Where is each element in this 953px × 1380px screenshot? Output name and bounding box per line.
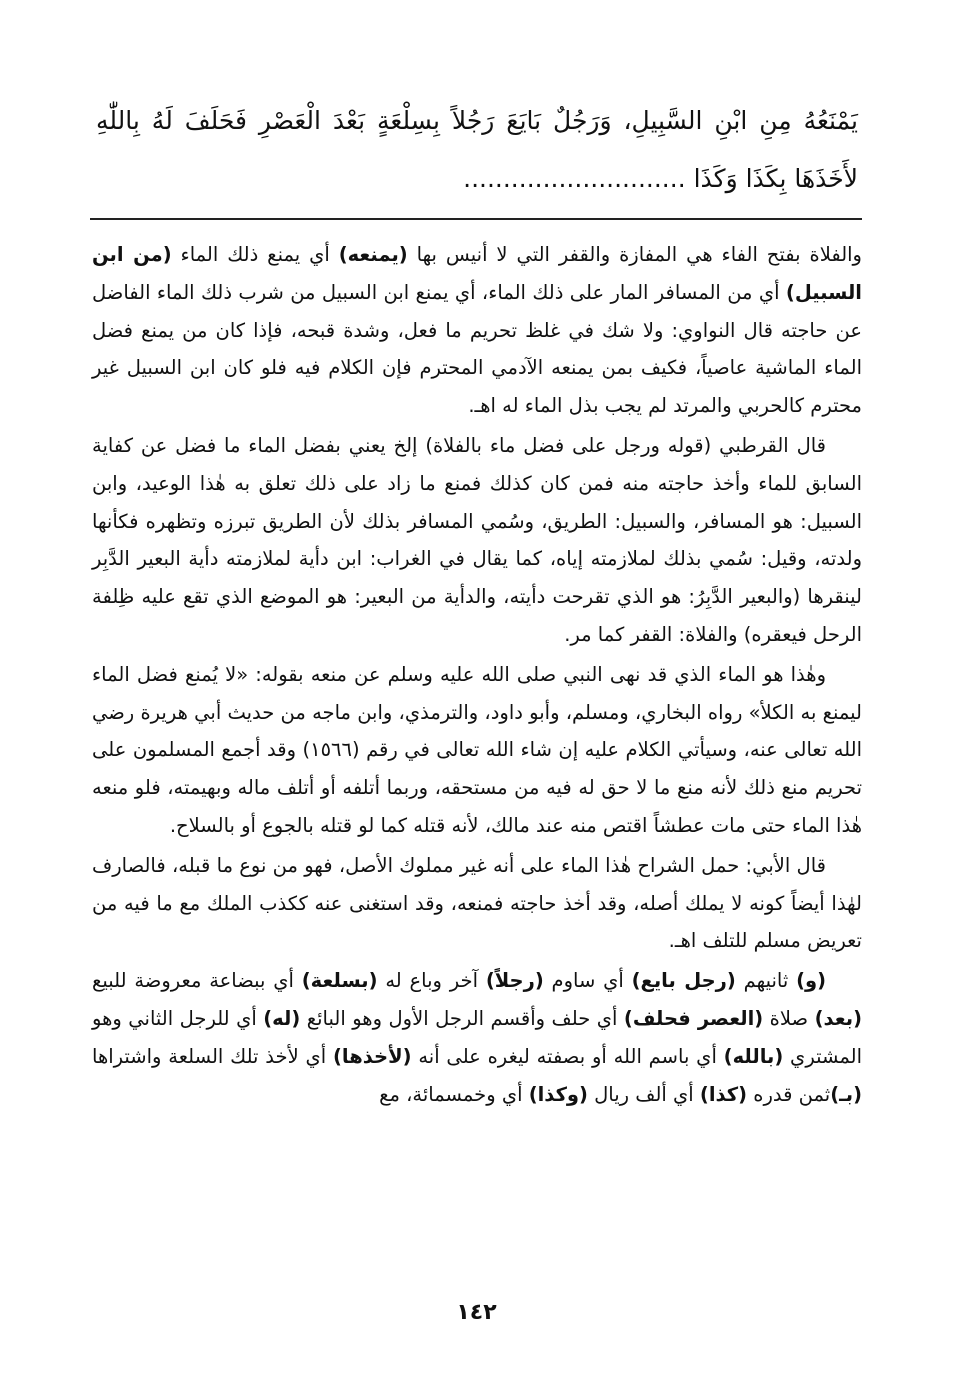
bold-term: (بعد)	[814, 1006, 862, 1030]
commentary-paragraph-3: وهٰذا هو الماء الذي قد نهى النبي صلى الله عليه وسلم عن منعه بقوله: «لا يُمنع فضل الماء ليمنع به الكلأ» رواه البخاري، ومسلم، وأبو داود، والترمذي، وابن ماجه من حديث أبي هريرة رضي الله تعالى عنه، وسيأتي الكلام عليه إن شاء الله تعالى في رقم (١٥٦٦) وقد أجمع المسلمون على تحريم منع ذلك لأنه منع ما لا حق له فيه من مستحقه، وربما أتلفه أو أتلف ماله وبهيمته، فلو منعه هٰذا الماء حتى مات عطشاً اقتص منه عند مالك، لأنه قتله كما لو قتله بالجوع أو بالسلاح.	[92, 662, 863, 837]
commentary-paragraph-4: قال الأبي: حمل الشراح هٰذا الماء على أنه غير مملوك الأصل، فهو من نوع ما قبله، فالصارف لهٰذا أيضاً كونه لا يملك أصله، وقد أخذ حاجته فمنعه، وقد استغنى عنه ككذب الملك مع ما فيه من تعريض مسلم للتلف اهـ.	[92, 853, 862, 953]
bold-term: (رجلاً)	[485, 969, 544, 993]
bold-term: (يمنعه)	[338, 243, 408, 266]
bold-term: (العصر فحلف)	[623, 1006, 764, 1030]
bold-term: (رجل بايع)	[631, 969, 736, 993]
commentary-paragraph-5: (و) ثانيهم (رجل بايع) أي ساوم (رجلاً) آخر وباع له (بسلعة) أي ببضاعة معروضة للبيع (بعد) صلاة (العصر فحلف) أي حلف وأقسم الرجل الأول وهو البائع (له) أي للرجل الثاني وهو المشتري (بالله) أي باسم الله أو بصفته ليغره على أنه (لأخذها) أي لأخذ تلك السلعة واشتراها (بـ)ثمن قدره (كذا) أي ألف ريال (وكذا) أي وخمسمائة، مع	[92, 969, 862, 1106]
bold-term: (بسلعة)	[301, 969, 378, 993]
hadith-line: يَمْنَعُهُ مِنِ ابْنِ السَّبِيلِ، وَرَجُلٌ بَايَعَ رَجُلاً بِسِلْعَةٍ بَعْدَ الْعَصْرِ فَحَلَفَ لَهُ بِاللّٰهِ لأَخَذَهَا بِكَذَا وَكَذَا	[96, 106, 858, 193]
bold-term: (وكذا)	[528, 1082, 588, 1106]
bold-term: (بالله)	[723, 1044, 784, 1068]
continuation-dots: ............................	[463, 164, 686, 193]
bold-term: (بـ)	[830, 1082, 862, 1106]
bold-term: (كذا)	[699, 1082, 748, 1106]
bold-term: (لأخذها)	[333, 1044, 412, 1068]
commentary	[92, 236, 862, 1115]
page-number: ١٤٢	[456, 1300, 497, 1325]
hadith-text	[96, 92, 858, 208]
commentary-paragraph-2: قال القرطبي (قوله ورجل على فضل ماء بالفلاة) إلخ يعني بفضل الماء ما فضل عن كفاية السابق للماء وأخذ حاجته منه فمن كان كذلك فمنع ما زاد على ذلك تعلق به هٰذا الوعيد، وابن السبيل: هو المسافر، والسبيل: الطريق، وسُمي المسافر بذلك لأن الطريق تبرزه وتظهره فكأنها ولدته، وقيل: سُمي بذلك لملازمته إياه، كما يقال في الغراب: ابن دأية لملازمته دأية البعير الدَّبِر لينقرها (والبعير الدَّبِرُ: هو الذي تقرحت دأيته، والدأية من البعير: هو الموضع الذي تقع عليه ظِلفة الرحل فيعقره) والفلاة: القفر كما مر.	[92, 433, 862, 646]
bold-term: (له)	[263, 1006, 301, 1030]
bold-term: (من ابن السبيل)	[92, 243, 862, 304]
bold-term: (و)	[796, 969, 827, 993]
separator-rule	[90, 218, 862, 220]
commentary-paragraph-1: والفلاة بفتح الفاء هي المفازة والقفر التي لا أنيس بها (يمنعه) أي يمنع ذلك الماء (من ابن السبيل) أي من المسافر المار على ذلك الماء، أي يمنع ابن السبيل من شرب ذلك الماء الفاضل عن حاجته قال النواوي: ولا شك في غلظ تحريم ما فعل، وشدة قبحه، فإذا كان من يمنع فضل الماء الماشية عاصياً، فكيف بمن يمنعه الآدمي المحترم فإن الكلام فيه فلو كان ابن السبيل غير محترم كالحربي والمرتد لم يجب بذل الماء له اهـ.	[92, 243, 862, 418]
